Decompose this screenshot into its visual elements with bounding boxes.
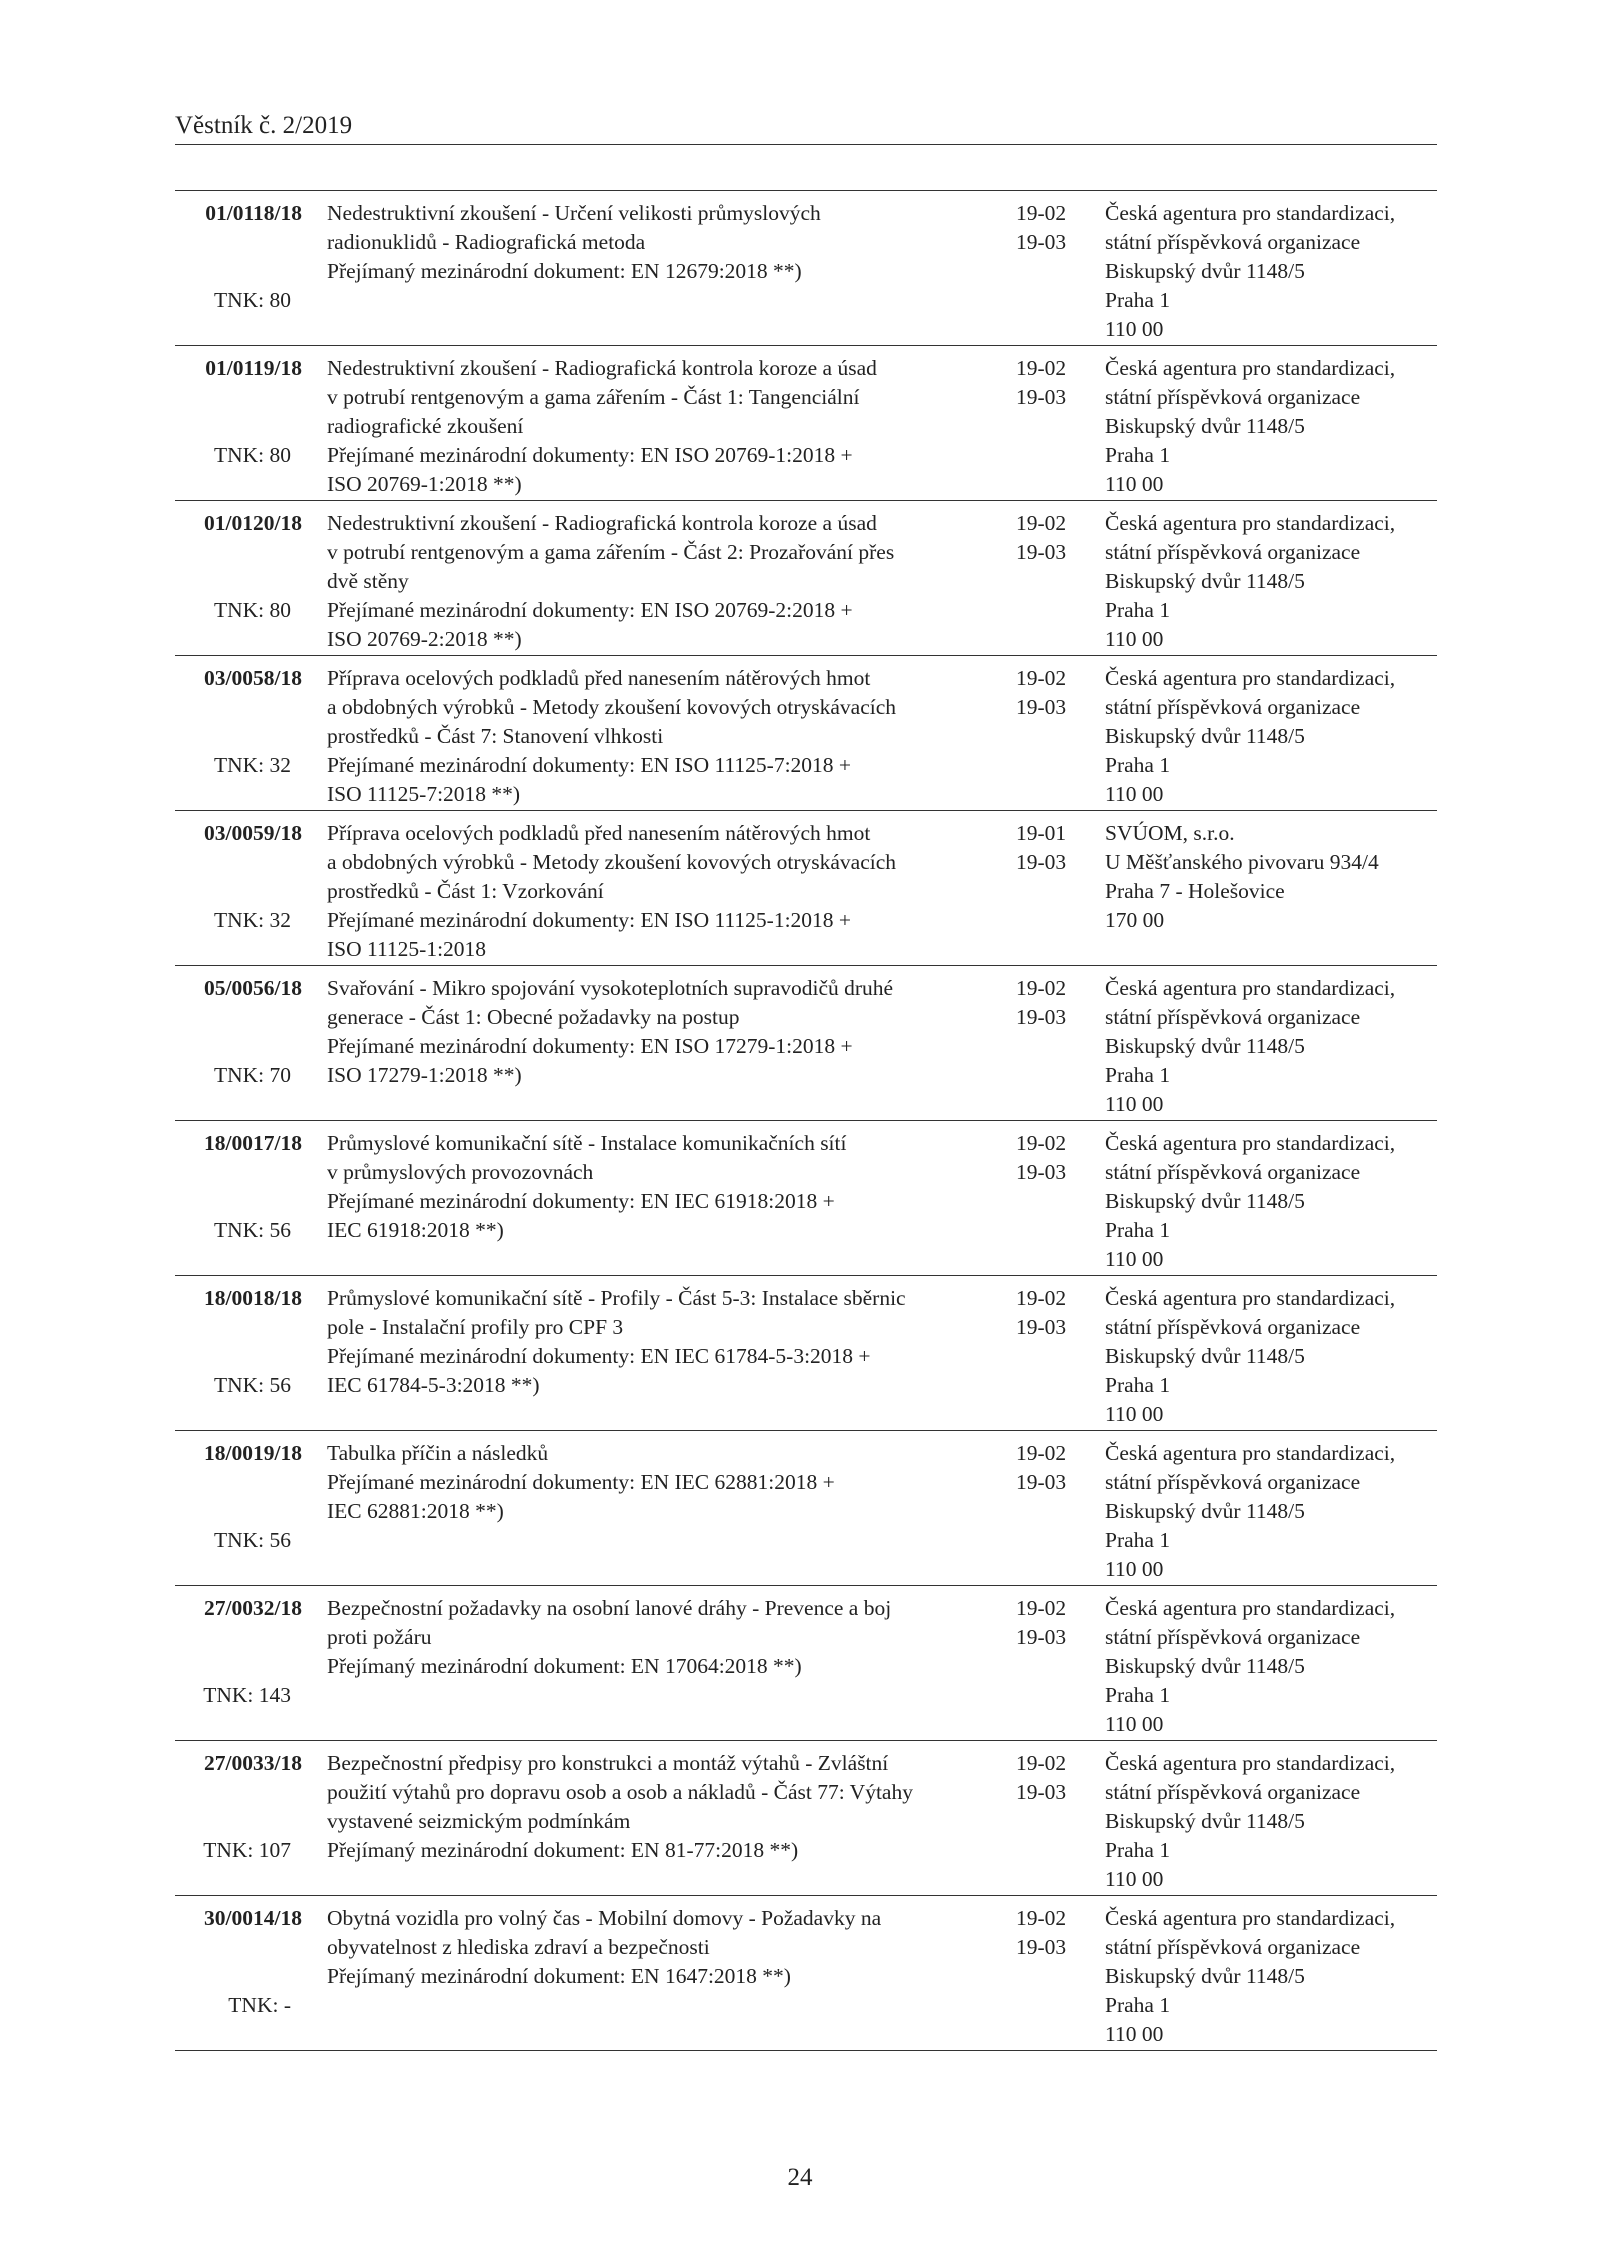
- standard-code: 03/0059/18: [204, 821, 302, 845]
- standard-description: [327, 354, 877, 499]
- standard-code: 18/0017/18: [204, 1131, 302, 1155]
- processor-address-line: Praha 1: [1105, 1993, 1171, 2017]
- processor-address-line: státní příspěvková organizace: [1105, 1160, 1361, 1184]
- standard-code: 01/0119/18: [205, 356, 302, 380]
- standard-description: [327, 1904, 881, 1991]
- processor-address: [1105, 199, 1395, 344]
- table-row: [175, 1121, 1437, 1276]
- table-row: [175, 1896, 1437, 2051]
- standard-description-line: ISO 17279-1:2018 **): [327, 1063, 522, 1087]
- processor-address-line: Praha 1: [1105, 598, 1171, 622]
- processor-address: [1105, 1284, 1395, 1429]
- journal-title: Věstník č. 2/2019: [175, 112, 353, 139]
- processor-address-line: Biskupský dvůr 1148/5: [1105, 1344, 1305, 1368]
- standard-description-line: Přejímané mezinárodní dokumenty: EN ISO 20769-1:2018 +: [327, 443, 853, 467]
- processor-address-line: Biskupský dvůr 1148/5: [1105, 1034, 1305, 1058]
- date-range-line: 19-02: [1016, 511, 1067, 535]
- processor-address-line: 110 00: [1105, 2022, 1164, 2046]
- processor-address-line: Česká agentura pro standardizaci,: [1105, 1286, 1396, 1310]
- processor-address-line: 110 00: [1105, 1402, 1164, 1426]
- processor-address-line: 110 00: [1105, 1247, 1164, 1271]
- date-range-line: 19-02: [1016, 1441, 1067, 1465]
- standard-description-line: ISO 20769-1:2018 **): [327, 472, 522, 496]
- standard-description-line: v potrubí rentgenovým a gama zářením - Část 2: Prozařování přes: [327, 540, 895, 564]
- standards-table: [175, 190, 1437, 2051]
- processor-address: [1105, 664, 1395, 809]
- date-range-line: 19-02: [1016, 1751, 1067, 1775]
- date-range: [1016, 199, 1066, 257]
- standard-description-line: Nedestruktivní zkoušení - Radiografická kontrola koroze a úsad: [327, 356, 877, 380]
- standard-description-line: Přejímané mezinárodní dokumenty: EN IEC 61918:2018 +: [327, 1189, 835, 1213]
- processor-address-line: Biskupský dvůr 1148/5: [1105, 1809, 1305, 1833]
- date-range: [1016, 819, 1066, 877]
- processor-address: [1105, 1439, 1395, 1584]
- standard-description-line: Přejímaný mezinárodní dokument: EN 12679:2018 **): [327, 259, 802, 283]
- standard-description-line: prostředků - Část 1: Vzorkování: [327, 879, 604, 903]
- standard-description: [327, 974, 893, 1090]
- page-header: [175, 112, 1437, 145]
- date-range-line: 19-03: [1016, 695, 1067, 719]
- table-row: [175, 1431, 1437, 1586]
- processor-address-line: SVÚOM, s.r.o.: [1105, 821, 1235, 845]
- standard-code: 03/0058/18: [204, 666, 302, 690]
- date-range-line: 19-02: [1016, 201, 1067, 225]
- standard-description: [327, 509, 894, 654]
- page-number: 24: [787, 2164, 813, 2191]
- processor-address-line: státní příspěvková organizace: [1105, 1780, 1361, 1804]
- date-range-line: 19-03: [1016, 1625, 1067, 1649]
- processor-address-line: 170 00: [1105, 908, 1165, 932]
- standard-description-line: Přejímaný mezinárodní dokument: EN 17064:2018 **): [327, 1654, 802, 1678]
- table-row: [175, 656, 1437, 811]
- processor-address-line: U Měšťanského pivovaru 934/4: [1105, 850, 1379, 874]
- date-range-line: 19-03: [1016, 1315, 1067, 1339]
- processor-address: [1105, 974, 1395, 1119]
- date-range-line: 19-03: [1016, 1780, 1067, 1804]
- date-range: [1016, 664, 1066, 722]
- processor-address-line: 110 00: [1105, 1092, 1164, 1116]
- standard-description: [327, 819, 896, 964]
- processor-address-line: 110 00: [1105, 627, 1164, 651]
- date-range-line: 19-02: [1016, 976, 1067, 1000]
- processor-address-line: státní příspěvková organizace: [1105, 1005, 1361, 1029]
- standard-description-line: v potrubí rentgenovým a gama zářením - Část 1: Tangenciální: [327, 385, 860, 409]
- processor-address-line: státní příspěvková organizace: [1105, 1470, 1361, 1494]
- tnk-number: TNK: 107: [203, 1838, 291, 1862]
- processor-address-line: Biskupský dvůr 1148/5: [1105, 1964, 1305, 1988]
- standard-description: [327, 1284, 906, 1400]
- standard-description-line: Tabulka příčin a následků: [327, 1441, 549, 1465]
- date-range-line: 19-03: [1016, 1005, 1067, 1029]
- standard-description-line: ISO 11125-7:2018 **): [327, 782, 521, 806]
- date-range-line: 19-03: [1016, 540, 1067, 564]
- table-row: [175, 191, 1437, 346]
- processor-address-line: státní příspěvková organizace: [1105, 385, 1361, 409]
- table-row: [175, 811, 1437, 966]
- standard-description-line: ISO 11125-1:2018: [327, 937, 487, 961]
- standard-description-line: Nedestruktivní zkoušení - Radiografická kontrola koroze a úsad: [327, 511, 877, 535]
- standard-description-line: Bezpečnostní požadavky na osobní lanové dráhy - Prevence a boj: [327, 1596, 892, 1620]
- processor-address-line: 110 00: [1105, 782, 1164, 806]
- processor-address-line: Biskupský dvůr 1148/5: [1105, 1654, 1305, 1678]
- tnk-number: TNK: -: [228, 1993, 291, 2017]
- processor-address-line: Praha 1: [1105, 1373, 1171, 1397]
- processor-address-line: státní příspěvková organizace: [1105, 1935, 1361, 1959]
- processor-address-line: Praha 1: [1105, 753, 1171, 777]
- standard-description: [327, 199, 821, 286]
- processor-address: [1105, 509, 1395, 654]
- processor-address-line: Biskupský dvůr 1148/5: [1105, 1499, 1305, 1523]
- standard-description-line: a obdobných výrobků - Metody zkoušení kovových otryskávacích: [327, 695, 897, 719]
- date-range-line: 19-03: [1016, 385, 1067, 409]
- standard-description: [327, 664, 896, 809]
- standard-description-line: ISO 20769-2:2018 **): [327, 627, 522, 651]
- table-row: [175, 1276, 1437, 1431]
- date-range: [1016, 1284, 1066, 1342]
- date-range: [1016, 354, 1066, 412]
- standard-description-line: Svařování - Mikro spojování vysokoteplotních supravodičů druhé: [327, 976, 894, 1000]
- processor-address-line: státní příspěvková organizace: [1105, 540, 1361, 564]
- processor-address: [1105, 819, 1379, 935]
- processor-address-line: Česká agentura pro standardizaci,: [1105, 356, 1396, 380]
- tnk-number: TNK: 56: [213, 1373, 291, 1397]
- standard-description: [327, 1594, 891, 1681]
- date-range-line: 19-02: [1016, 1131, 1067, 1155]
- date-range-line: 19-03: [1016, 1160, 1067, 1184]
- date-range: [1016, 1439, 1066, 1497]
- processor-address-line: Biskupský dvůr 1148/5: [1105, 569, 1305, 593]
- standard-description: [327, 1749, 913, 1865]
- processor-address: [1105, 1594, 1395, 1739]
- processor-address-line: Praha 1: [1105, 1218, 1171, 1242]
- processor-address-line: 110 00: [1105, 472, 1164, 496]
- processor-address-line: Praha 1: [1105, 1063, 1171, 1087]
- standard-description-line: Přejímané mezinárodní dokumenty: EN IEC 62881:2018 +: [327, 1470, 835, 1494]
- processor-address-line: Česká agentura pro standardizaci,: [1105, 511, 1396, 535]
- standard-description-line: Přejímané mezinárodní dokumenty: EN ISO 11125-7:2018 +: [327, 753, 852, 777]
- processor-address-line: Česká agentura pro standardizaci,: [1105, 666, 1396, 690]
- standard-code: 18/0019/18: [204, 1441, 302, 1465]
- processor-address-line: 110 00: [1105, 1867, 1164, 1891]
- date-range-line: 19-02: [1016, 1906, 1067, 1930]
- standard-description-line: Přejímané mezinárodní dokumenty: EN ISO 17279-1:2018 +: [327, 1034, 853, 1058]
- processor-address-line: Česká agentura pro standardizaci,: [1105, 201, 1396, 225]
- processor-address-line: 110 00: [1105, 317, 1164, 341]
- standard-description-line: Nedestruktivní zkoušení - Určení velikosti průmyslových: [327, 201, 821, 225]
- processor-address-line: Biskupský dvůr 1148/5: [1105, 414, 1305, 438]
- processor-address-line: Česká agentura pro standardizaci,: [1105, 1596, 1396, 1620]
- standard-description-line: Přejímané mezinárodní dokumenty: EN ISO 11125-1:2018 +: [327, 908, 852, 932]
- processor-address-line: Biskupský dvůr 1148/5: [1105, 1189, 1305, 1213]
- standard-description-line: generace - Část 1: Obecné požadavky na postup: [327, 1005, 740, 1029]
- processor-address: [1105, 1904, 1395, 2049]
- processor-address-line: Česká agentura pro standardizaci,: [1105, 1751, 1396, 1775]
- date-range-line: 19-01: [1016, 821, 1067, 845]
- processor-address-line: státní příspěvková organizace: [1105, 230, 1361, 254]
- processor-address-line: 110 00: [1105, 1557, 1164, 1581]
- processor-address-line: Praha 1: [1105, 1528, 1171, 1552]
- processor-address-line: Biskupský dvůr 1148/5: [1105, 724, 1305, 748]
- date-range: [1016, 509, 1066, 567]
- processor-address-line: Česká agentura pro standardizaci,: [1105, 1441, 1396, 1465]
- date-range-line: 19-03: [1016, 1935, 1067, 1959]
- processor-address: [1105, 354, 1395, 499]
- tnk-number: TNK: 56: [213, 1218, 291, 1242]
- date-range-line: 19-03: [1016, 1470, 1067, 1494]
- table-row: [175, 501, 1437, 656]
- standard-description-line: Průmyslové komunikační sítě - Profily - Část 5-3: Instalace sběrnic: [327, 1286, 906, 1310]
- standard-description-line: pole - Instalační profily pro CPF 3: [327, 1315, 624, 1339]
- processor-address-line: Česká agentura pro standardizaci,: [1105, 1131, 1396, 1155]
- standard-description-line: radiografické zkoušení: [327, 414, 524, 438]
- processor-address-line: Biskupský dvůr 1148/5: [1105, 259, 1305, 283]
- standard-description-line: Přejímaný mezinárodní dokument: EN 81-77:2018 **): [327, 1838, 799, 1862]
- date-range: [1016, 1129, 1066, 1187]
- date-range-line: 19-02: [1016, 1596, 1067, 1620]
- table-row: [175, 1586, 1437, 1741]
- standard-description-line: IEC 61784-5-3:2018 **): [327, 1373, 540, 1397]
- processor-address: [1105, 1129, 1395, 1274]
- standard-description-line: Obytná vozidla pro volný čas - Mobilní domovy - Požadavky na: [327, 1906, 882, 1930]
- standard-description-line: a obdobných výrobků - Metody zkoušení kovových otryskávacích: [327, 850, 897, 874]
- tnk-number: TNK: 32: [213, 908, 291, 932]
- processor-address-line: státní příspěvková organizace: [1105, 1625, 1361, 1649]
- standard-description-line: Bezpečnostní předpisy pro konstrukci a montáž výtahů - Zvláštní: [327, 1751, 889, 1775]
- table-row: [175, 966, 1437, 1121]
- processor-address-line: Praha 1: [1105, 1838, 1171, 1862]
- table-row: [175, 1741, 1437, 1896]
- standard-description-line: použití výtahů pro dopravu osob a osob a nákladů - Část 77: Výtahy: [327, 1780, 913, 1804]
- tnk-number: TNK: 80: [213, 598, 291, 622]
- standard-description-line: Příprava ocelových podkladů před nanesením nátěrových hmot: [327, 821, 871, 845]
- processor-address-line: Praha 1: [1105, 1683, 1171, 1707]
- processor-address: [1105, 1749, 1395, 1894]
- tnk-number: TNK: 80: [213, 443, 291, 467]
- standard-description-line: radionuklidů - Radiografická metoda: [327, 230, 646, 254]
- tnk-number: TNK: 70: [213, 1063, 291, 1087]
- tnk-number: TNK: 56: [213, 1528, 291, 1552]
- date-range: [1016, 974, 1066, 1032]
- standard-description-line: IEC 62881:2018 **): [327, 1499, 504, 1523]
- standard-description: [327, 1129, 846, 1245]
- tnk-number: TNK: 32: [213, 753, 291, 777]
- standard-description-line: IEC 61918:2018 **): [327, 1218, 504, 1242]
- standard-description-line: Přejímané mezinárodní dokumenty: EN IEC 61784-5-3:2018 +: [327, 1344, 871, 1368]
- processor-address-line: státní příspěvková organizace: [1105, 1315, 1361, 1339]
- tnk-number: TNK: 80: [213, 288, 291, 312]
- processor-address-line: Česká agentura pro standardizaci,: [1105, 976, 1396, 1000]
- standard-description-line: Přejímaný mezinárodní dokument: EN 1647:2018 **): [327, 1964, 791, 1988]
- standard-code: 30/0014/18: [204, 1906, 302, 1930]
- standard-code: 01/0118/18: [205, 201, 302, 225]
- date-range: [1016, 1594, 1066, 1652]
- standard-code: 27/0032/18: [204, 1596, 302, 1620]
- standard-description-line: prostředků - Část 7: Stanovení vlhkosti: [327, 724, 664, 748]
- processor-address-line: 110 00: [1105, 1712, 1164, 1736]
- standard-code: 05/0056/18: [204, 976, 302, 1000]
- processor-address-line: Praha 1: [1105, 443, 1171, 467]
- standard-description-line: obyvatelnost z hlediska zdraví a bezpečnosti: [327, 1935, 710, 1959]
- date-range-line: 19-02: [1016, 666, 1067, 690]
- date-range: [1016, 1904, 1066, 1962]
- processor-address-line: státní příspěvková organizace: [1105, 695, 1361, 719]
- standard-description: [327, 1439, 835, 1526]
- date-range-line: 19-03: [1016, 230, 1067, 254]
- standard-description-line: proti požáru: [327, 1625, 432, 1649]
- processor-address-line: Praha 1: [1105, 288, 1171, 312]
- standard-description-line: Příprava ocelových podkladů před nanesením nátěrových hmot: [327, 666, 871, 690]
- standard-code: 27/0033/18: [204, 1751, 302, 1775]
- date-range-line: 19-02: [1016, 356, 1067, 380]
- tnk-number: TNK: 143: [203, 1683, 291, 1707]
- standard-code: 01/0120/18: [204, 511, 302, 535]
- standard-description-line: v průmyslových provozovnách: [327, 1160, 594, 1184]
- standard-code: 18/0018/18: [204, 1286, 302, 1310]
- standard-description-line: Přejímané mezinárodní dokumenty: EN ISO 20769-2:2018 +: [327, 598, 853, 622]
- processor-address-line: Česká agentura pro standardizaci,: [1105, 1906, 1396, 1930]
- processor-address-line: Praha 7 - Holešovice: [1105, 879, 1285, 903]
- standard-description-line: Průmyslové komunikační sítě - Instalace komunikačních sítí: [327, 1131, 847, 1155]
- table-row: [175, 346, 1437, 501]
- standard-description-line: vystavené seizmickým podmínkám: [327, 1809, 631, 1833]
- date-range: [1016, 1749, 1066, 1807]
- standard-description-line: dvě stěny: [327, 569, 409, 593]
- date-range-line: 19-03: [1016, 850, 1067, 874]
- date-range-line: 19-02: [1016, 1286, 1067, 1310]
